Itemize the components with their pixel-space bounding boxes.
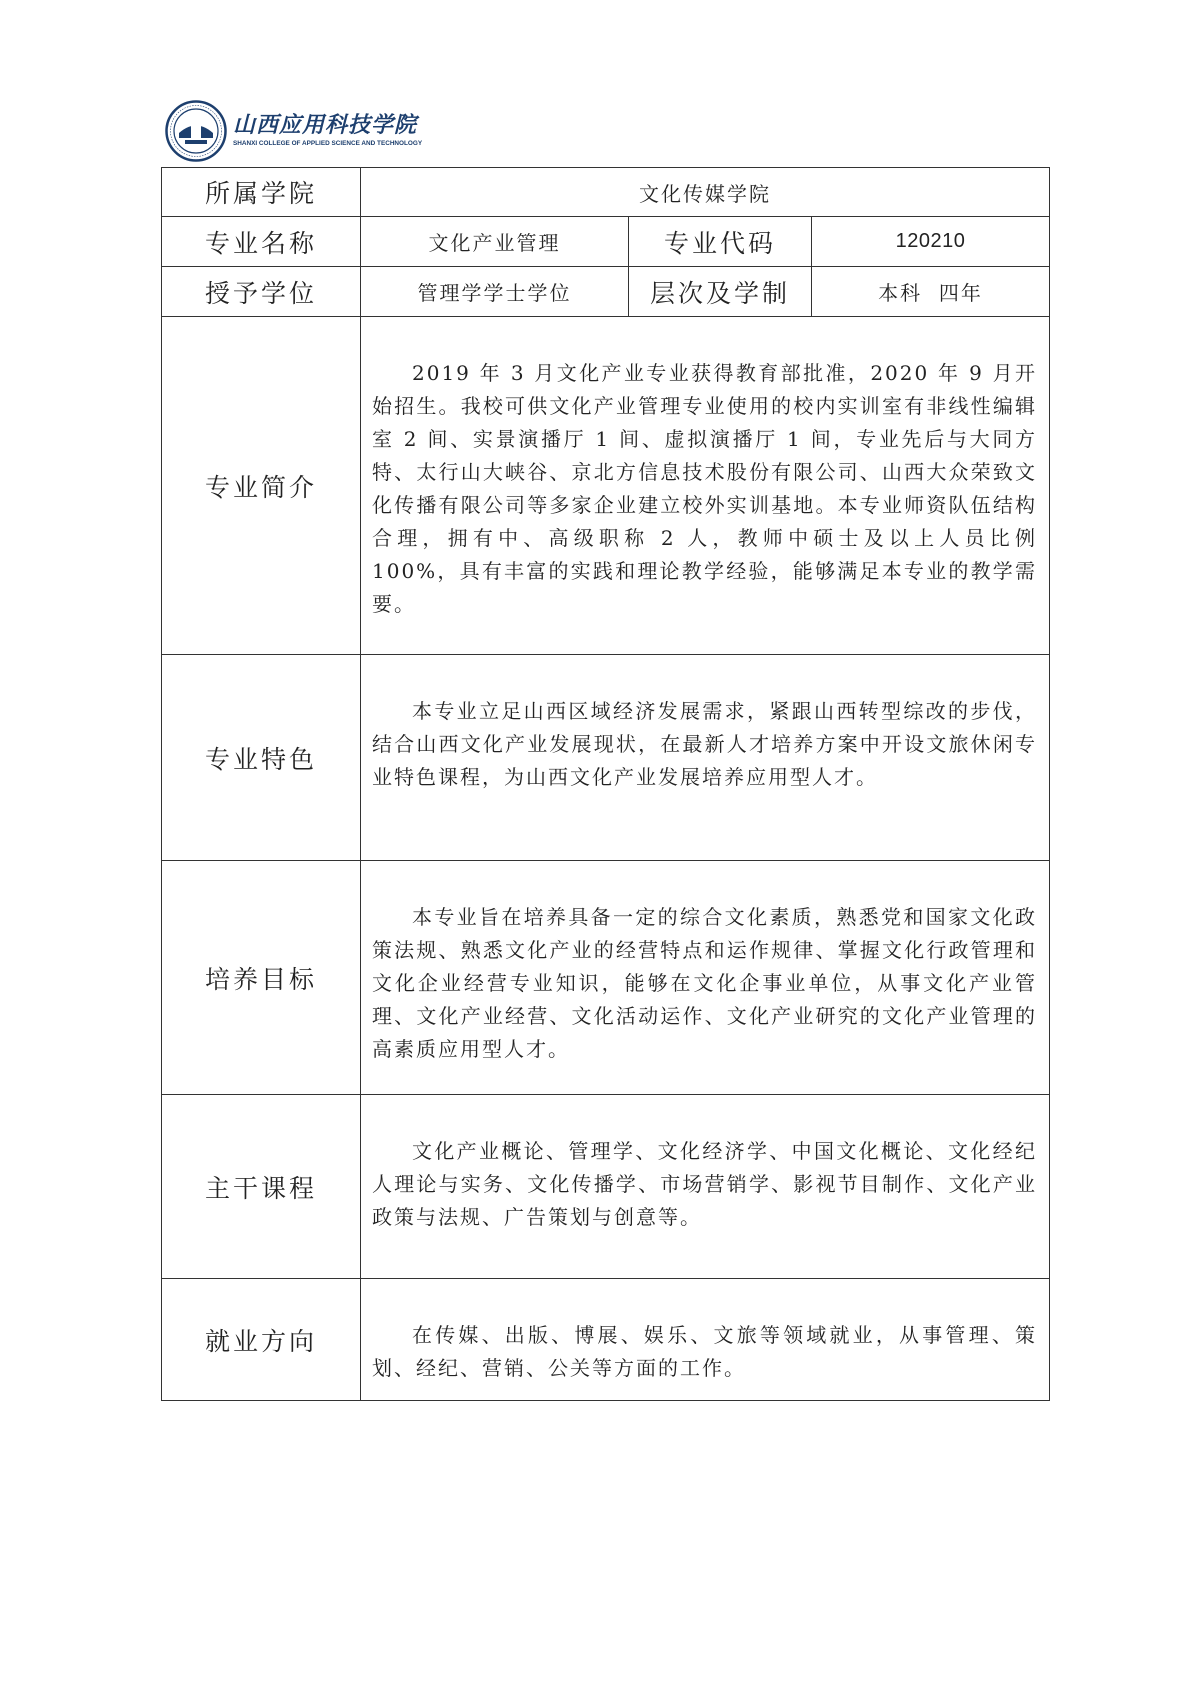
level-label: 层次及学制 — [629, 267, 812, 317]
row-major — [162, 217, 1050, 267]
row-degree — [162, 267, 1050, 317]
school-seal-icon — [165, 100, 227, 162]
career-label: 就业方向 — [162, 1279, 361, 1401]
college-label: 所属学院 — [162, 168, 361, 217]
feature-text: 本专业立足山西区域经济发展需求，紧跟山西转型综改的步伐，结合山西文化产业发展现状，在最新人才培养方案中开设文旅休闲专业特色课程，为山西文化产业发展培养应用型人才。 — [372, 699, 1038, 789]
row-intro — [162, 317, 1050, 655]
row-course — [162, 1095, 1050, 1279]
course-cell — [361, 1095, 1050, 1279]
feature-label: 专业特色 — [162, 655, 361, 861]
career-text: 在传媒、出版、博展、娱乐、文旅等领域就业，从事管理、策划、经纪、营销、公关等方面的工作。 — [372, 1323, 1038, 1380]
course-label: 主干课程 — [162, 1095, 361, 1279]
level-value: 本科 四年 — [812, 267, 1050, 317]
goal-label: 培养目标 — [162, 861, 361, 1095]
feature-cell — [361, 655, 1050, 861]
row-college — [162, 168, 1050, 217]
career-cell — [361, 1279, 1050, 1401]
major-code-label: 专业代码 — [629, 217, 812, 267]
college-value: 文化传媒学院 — [361, 168, 1050, 217]
major-name-value: 文化产业管理 — [361, 217, 629, 267]
school-name: 山西应用科技学院 — [233, 112, 418, 138]
program-info-table — [161, 167, 1050, 1401]
intro-text: 2019 年 3 月文化产业专业获得教育部批准，2020 年 9 月开始招生。我校可供文化产业管理专业使用的校内实训室有非线性编辑室 2 间、实景演播厅 1 间、虚拟演播厅 1 间，专业先后与大同方特、太行山大峡谷、京北方信息技术股份有限公司、山西大众荣致文化传播有限公司等多家企业建立校外实训基地。本专业师资队伍结构合理，拥有中、高级职称 2 人，教师中硕士及以上人员比例 100%，具有丰富的实践和理论教学经验，能够满足本专业的教学需要。 — [372, 361, 1038, 616]
row-goal — [162, 861, 1050, 1095]
row-career — [162, 1279, 1050, 1401]
intro-cell — [361, 317, 1050, 655]
degree-label: 授予学位 — [162, 267, 361, 317]
goal-text: 本专业旨在培养具备一定的综合文化素质，熟悉党和国家文化政策法规、熟悉文化产业的经营特点和运作规律、掌握文化行政管理和文化企业经营专业知识，能够在文化企事业单位，从事文化产业管理、文化产业经营、文化活动运作、文化产业研究的文化产业管理的高素质应用型人才。 — [372, 905, 1038, 1061]
major-name-label: 专业名称 — [162, 217, 361, 267]
school-logo — [165, 100, 423, 162]
course-text: 文化产业概论、管理学、文化经济学、中国文化概论、文化经纪人理论与实务、文化传播学、市场营销学、影视节目制作、文化产业政策与法规、广告策划与创意等。 — [372, 1139, 1038, 1229]
major-code-value: 120210 — [812, 217, 1050, 267]
goal-cell — [361, 861, 1050, 1095]
school-name-en: SHANXI COLLEGE OF APPLIED SCIENCE AND TECHNOLOGY — [233, 140, 423, 147]
intro-label: 专业简介 — [162, 317, 361, 655]
row-feature — [162, 655, 1050, 861]
degree-value: 管理学学士学位 — [361, 267, 629, 317]
